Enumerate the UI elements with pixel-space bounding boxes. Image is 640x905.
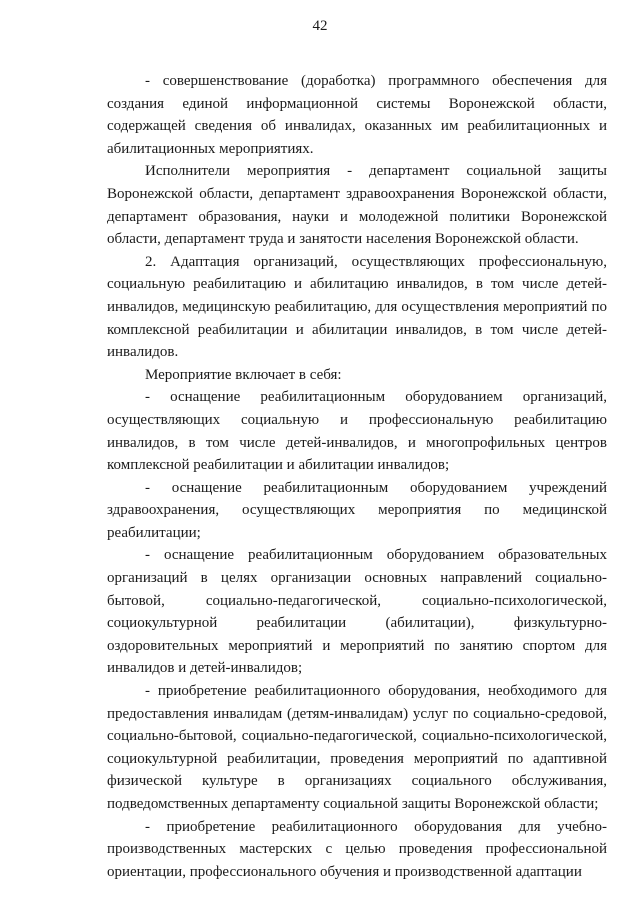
paragraph-equipping-education: - оснащение реабилитационным оборудованием образовательных организаций в целях организации основных направлений социально-бытовой, социально-педагогической, социально-психологической, социокультурной реабилитации (абилитации), физкультурно-оздоровительных мероприятий и мероприятий по занятию спортом для инвалидов и детей-инвалидов;	[107, 547, 607, 677]
paragraph-acquisition-social-services: - приобретение реабилитационного оборудования, необходимого для предоставления инвалидам (детям-инвалидам) услуг по социально-средовой, социально-бытовой, социально-педагогической, социально-психологической, социокультурной реабилитации, проведения мероприятий по адаптивной физической культуре в организациях социального обслуживания, подведомственных департаменту социальной защиты Воронежской области;	[107, 683, 607, 812]
paragraph-acquisition-workshops: - приобретение реабилитационного оборудования для учебно-производственных мастерских с целью проведения профессиональной ориентации, профессионального обучения и производственной адаптации	[107, 818, 607, 880]
paragraph-item-2-adaptation: 2. Адаптация организаций, осуществляющих профессиональную, социальную реабилитацию и абилитацию инвалидов, в том числе детей-инвалидов, медицинскую реабилитацию, для осуществления мероприятий по комплексной реабилитации и абилитации инвалидов, в том числе детей-инвалидов.	[107, 253, 607, 361]
paragraph-executors: Исполнители мероприятия - департамент социальной защиты Воронежской области, департамент здравоохранения Воронежской области, департамент образования, науки и молодежной политики Воронежской области, департамент труда и занятости населения Воронежской области.	[107, 163, 607, 248]
paragraph-measure-includes: Мероприятие включает в себя:	[145, 366, 342, 383]
document-body	[107, 70, 607, 883]
page-number: 42	[312, 18, 328, 34]
paragraph-software-improvement: - совершенствование (доработка) программного обеспечения для создания единой информационной системы Воронежской области, содержащей сведения об инвалидах, оказанных им реабилитационных и абилитационных мероприятиях.	[107, 73, 607, 157]
paragraph-equipping-healthcare: - оснащение реабилитационным оборудованием учреждений здравоохранения, осуществляющих мероприятия по медицинской реабилитации;	[107, 479, 607, 541]
paragraph-equipping-organizations: - оснащение реабилитационным оборудованием организаций, осуществляющих социальную и профессиональную реабилитацию инвалидов, в том числе детей-инвалидов, и многопрофильных центров комплексной реабилитации и абилитации инвалидов;	[107, 389, 607, 474]
